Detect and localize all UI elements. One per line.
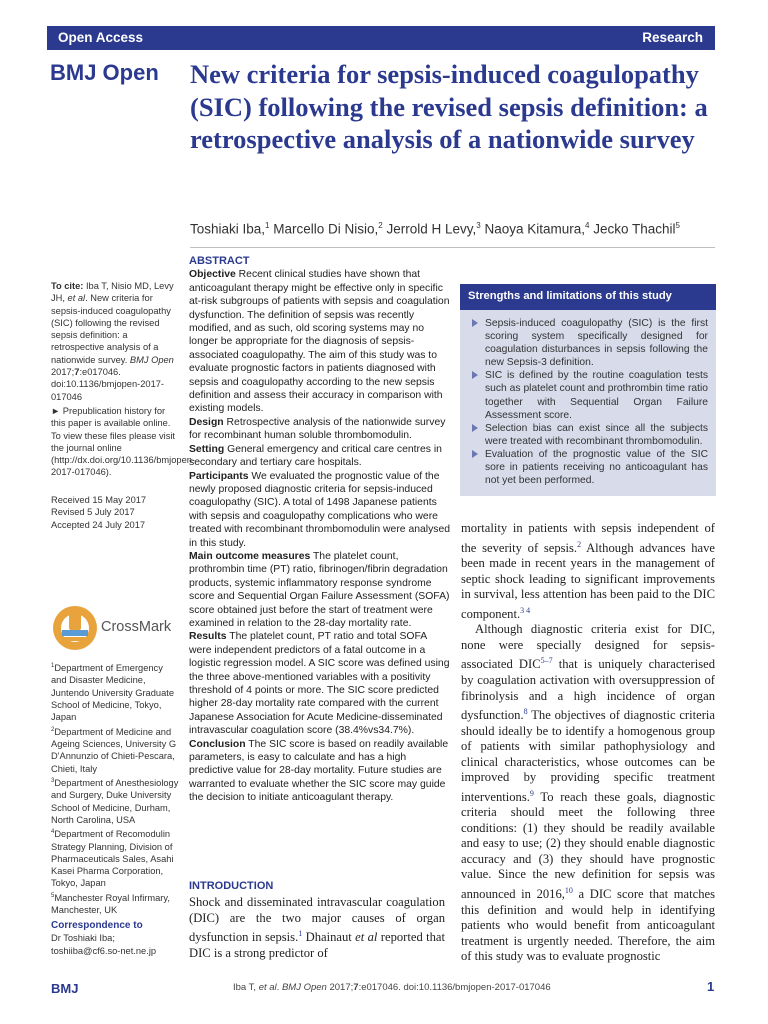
intro-sentence: Shock and disseminated intravascular coagulation (DIC) are the two major causes of organ dysfunction in sepsis.: [189, 895, 445, 945]
date-accepted: Accepted 24 July 2017: [51, 519, 146, 530]
body-sentence: The objectives of diagnostic criteria should ideally be to identify a homogenous group of patients with similar pathophysiology and clinical characteristics, whose outcomes can be improved by providing specific treatment interventions.: [461, 708, 715, 804]
affiliation-ref: 1: [265, 221, 270, 230]
strengths-list: [472, 317, 708, 487]
abstract-heading: ABSTRACT: [189, 255, 250, 267]
strength-item: [472, 448, 708, 487]
page-number: 1: [707, 979, 715, 994]
cite-volume: 7: [74, 367, 80, 378]
date-received: Received 15 May 2017: [51, 495, 147, 505]
correspondence-block: [51, 920, 179, 957]
abstract-section: [189, 255, 451, 805]
bmj-footer-logo: BMJ: [51, 981, 79, 996]
reference-link[interactable]: 9: [529, 788, 534, 798]
abstract-text: Recent clinical studies have shown that anticoagulant therapy might be effective only in specific at-risk subgroups of patients with sepsis and coagulation dysfunction. The definition of sepsis was recently modified, and as such, old scoring systems may no longer be appropriate for the diagnosis of sepsis-associated coagulopathy. The aim of this study was to evaluate prognostic factors in patients diagnosed with sepsis and coagulopathy according to the new sepsis definition and assess their accuracy in comparison with existing models.: [189, 269, 450, 415]
strength-text: Sepsis-induced coagulopathy (SIC) is the first scoring system specifically designed for coagulation disturbances in sepsis following the new Sepsis-3 definition.: [485, 318, 708, 369]
affiliation-number: 3: [51, 777, 55, 784]
abstract-label: Setting: [189, 443, 225, 455]
affiliation-text: Department of Recomodulin Strategy Planning, Division of Pharmaceuticals Sales, Asahi Kasei Pharma Corporation, Tokyo, Japan: [51, 829, 174, 889]
article-title: New criteria for sepsis-induced coagulopathy (SIC) following the revised sepsis definition: a retrospective analysis of a nationwide survey: [190, 59, 708, 154]
correspondence-heading: Correspondence to: [51, 920, 143, 931]
strength-text: SIC is defined by the routine coagulation tests such as platelet count and prothrombin time ratio together with Sequential Organ Failure Assessment score.: [485, 370, 708, 421]
intro-sentence: Dhainaut: [302, 930, 356, 945]
introduction-text: [189, 895, 445, 961]
reference-link[interactable]: 8: [523, 707, 528, 717]
strength-text: Selection bias can exist since all the subjects were treated with recombinant thrombomodulin.: [485, 422, 708, 447]
body-sentence: To reach these goals, diagnostic criteria should meet the following three conditions: (1) they should be readily available and easy to use; (2) they should enable diagnostic accuracy and (3) they should have prognostic value. Since the new definition for sepsis was announced in 2016,: [461, 789, 715, 902]
footer-volume: 7: [353, 982, 359, 993]
open-access-label: Open Access: [58, 30, 144, 45]
correspondence-email[interactable]: toshiiba@cf6.so-net.ne.jp: [51, 945, 157, 956]
footer-text: :e017046. doi:10.1136/bmjopen-2017-017046: [358, 982, 551, 993]
author-name: Jerrold H Levy,: [382, 221, 477, 237]
prepublication-note: [51, 405, 196, 479]
author-name: Naoya Kitamura,: [480, 221, 586, 237]
footer-text: Iba T,: [233, 982, 259, 993]
reference-link[interactable]: 1: [298, 929, 303, 938]
affiliation-text: Department of Anesthesiology and Surgery, Duke University School of Medicine, Durham, North Carolina, USA: [51, 777, 179, 825]
affiliation-ref: 3: [476, 221, 481, 230]
footer-text: 2017;: [326, 982, 354, 993]
reference-link[interactable]: 10: [564, 885, 573, 895]
abstract-label: Participants: [189, 470, 249, 482]
abstract-text: We evaluated the prognostic value of the newly proposed diagnostic criteria for sepsis-induced coagulopathy (SIC). A total of 1498 Japanese patients with sepsis and coagulopathy complications who were treated with recombinant thrombomodulin were analysed in this study.: [189, 470, 451, 549]
strength-item: [472, 317, 708, 369]
affiliation-item: [51, 826, 179, 890]
cite-label: To cite:: [51, 281, 84, 291]
abstract-text: The platelet count, prothrombin time (PT) ratio, fibrinogen/fibrin degradation products, systemic inflammatory response syndrome score and Sequential Organ Failure Assessment (SOFA) score obtained just before the start of treatment were examined in relation to the 28-day mortality rate.: [189, 550, 450, 629]
reference-link[interactable]: 2: [577, 539, 582, 549]
affiliation-number: 4: [51, 829, 55, 836]
abstract-label: Conclusion: [189, 738, 246, 750]
abstract-label: Main outcome measures: [189, 550, 311, 562]
right-column-text: [461, 521, 715, 965]
article-dates: [51, 494, 179, 531]
article-type-label: Research: [642, 30, 703, 45]
body-sentence: that is uniquely characterised by coagulation activation with oversuppression of fibrinolysis and a high incidence of organ dysfunction.: [461, 657, 716, 723]
cite-text: :e017046. doi:10.1136/bmjopen-2017-017046: [51, 367, 165, 402]
footer-text: .: [276, 982, 282, 993]
cite-text: . New criteria for sepsis-induced coagulopathy (SIC) following the revised sepsis definition: a retrospective analysis of a nationwide survey.: [51, 293, 171, 365]
body-sentence: mortality in patients with sepsis independent of the severity of sepsis.: [461, 521, 715, 555]
triangle-bullet-icon: [472, 424, 478, 432]
affiliation-text: Manchester Royal Infirmary, Manchester, UK: [51, 892, 170, 916]
affiliation-ref: 5: [675, 221, 680, 230]
abstract-label: Design: [189, 416, 224, 428]
author-name: Jecko Thachil: [589, 221, 676, 237]
affiliation-item: [51, 660, 179, 724]
affiliation-ref: 4: [585, 221, 590, 230]
strength-text: Evaluation of the prognostic value of the SIC sore in patients receiving no anticoagulant has not yet been performed.: [485, 448, 708, 487]
date-revised: Revised 5 July 2017: [51, 507, 135, 518]
body-sentence: Although diagnostic criteria exist for DIC, none were specially designed for sepsis-associated DIC: [461, 622, 715, 672]
abstract-label: Results: [189, 631, 227, 643]
affiliation-number: 5: [51, 892, 55, 899]
body-sentence: a DIC score that matches this definition and would help in identifying patients who would benefit from anticoagulant treatment is urgently needed. Therefore, the aim of this study was to evaluate prognostic: [461, 887, 715, 964]
strengths-heading: Strengths and limitations of this study: [468, 290, 672, 302]
introduction-heading: INTRODUCTION: [189, 880, 274, 892]
cite-text: 2017;: [51, 367, 75, 378]
affiliation-item: [51, 890, 179, 917]
abstract-text: Retrospective analysis of the nationwide survey for recombinant human soluble thrombomodulin.: [189, 416, 446, 442]
cite-journal: BMJ Open: [129, 354, 174, 365]
footer-citation: [233, 982, 551, 993]
footer-journal: BMJ Open: [281, 982, 327, 993]
strengths-limitations-box: [460, 284, 716, 496]
affiliation-text: Department of Medicine and Ageing Sciences, University G D'Annunzio of Chieti-Pescara, Chieti, Italy: [51, 726, 177, 774]
footer-text: et al: [258, 982, 277, 993]
author-name: Toshiaki Iba,: [190, 221, 266, 237]
triangle-bullet-icon: [472, 371, 478, 379]
affiliations: [51, 660, 179, 916]
triangle-bullet-icon: [472, 319, 478, 327]
affiliation-number: 1: [51, 663, 55, 669]
affiliation-text: Department of Emergency and Disaster Medicine, Juntendo University Graduate School of Medicine, Tokyo, Japan: [51, 663, 174, 723]
affiliation-number: 2: [51, 726, 55, 733]
abstract-text: The platelet count, PT ratio and total SOFA were independent predictors of a fatal outcome in a logistic regression model. A SIC score was defined using the three above-mentioned variables with a positivity threshold of 4 points or more. The SIC score predicted higher 28-day mortality rate compared with the current Japanese Association for Acute Medicine-disseminated intravascular coagulation score (38.4%vs34.7%).: [189, 631, 450, 737]
journal-logo: BMJ Open: [50, 60, 159, 85]
affiliation-item: [51, 775, 179, 826]
affiliation-ref: 2: [378, 221, 383, 230]
prepub-text: ► Prepublication history for this paper is available online. To view these files please visit the journal online (http://dx.doi.org/10.1136/bmjopen-2017-017046).: [51, 406, 196, 478]
abstract-text: The SIC score is based on readily available parameters, is easy to calculate and has a high predictive value for 28-day mortality. Future studies are warranted to evaluate whether the SIC score may guide the decision to initiate anticoagulant therapy.: [189, 738, 449, 804]
header-divider: [190, 247, 715, 248]
body-sentence: Although advances have been made in recent years in the management of septic shock leading to significant improvements in survival, less attention has been paid to the DIC component.: [461, 540, 715, 621]
correspondence-name: Dr Toshiaki Iba;: [51, 933, 115, 944]
cite-text: et al: [67, 293, 86, 304]
intro-sentence: et al: [355, 930, 378, 945]
strength-item: [472, 369, 708, 421]
citation-block: [51, 280, 179, 403]
crossmark-text: CrossMark: [101, 619, 172, 635]
cite-text: Iba T, Nisio MD, Levy JH,: [51, 281, 174, 304]
abstract-label: Objective: [189, 269, 236, 281]
author-list: [190, 221, 720, 237]
reference-link[interactable]: 3 4: [520, 605, 531, 615]
abstract-text: General emergency and critical care centres in secondary and tertiary care hospitals.: [189, 443, 442, 469]
strength-item: [472, 422, 708, 448]
triangle-bullet-icon: [472, 450, 478, 458]
strengths-heading-bar: [460, 284, 716, 310]
affiliation-item: [51, 724, 179, 775]
intro-sentence: reported that DIC is a strong predictor of: [189, 930, 446, 960]
top-banner: [47, 26, 715, 50]
reference-link[interactable]: 5–7: [540, 656, 553, 666]
author-name: Marcello Di Nisio,: [269, 221, 379, 237]
